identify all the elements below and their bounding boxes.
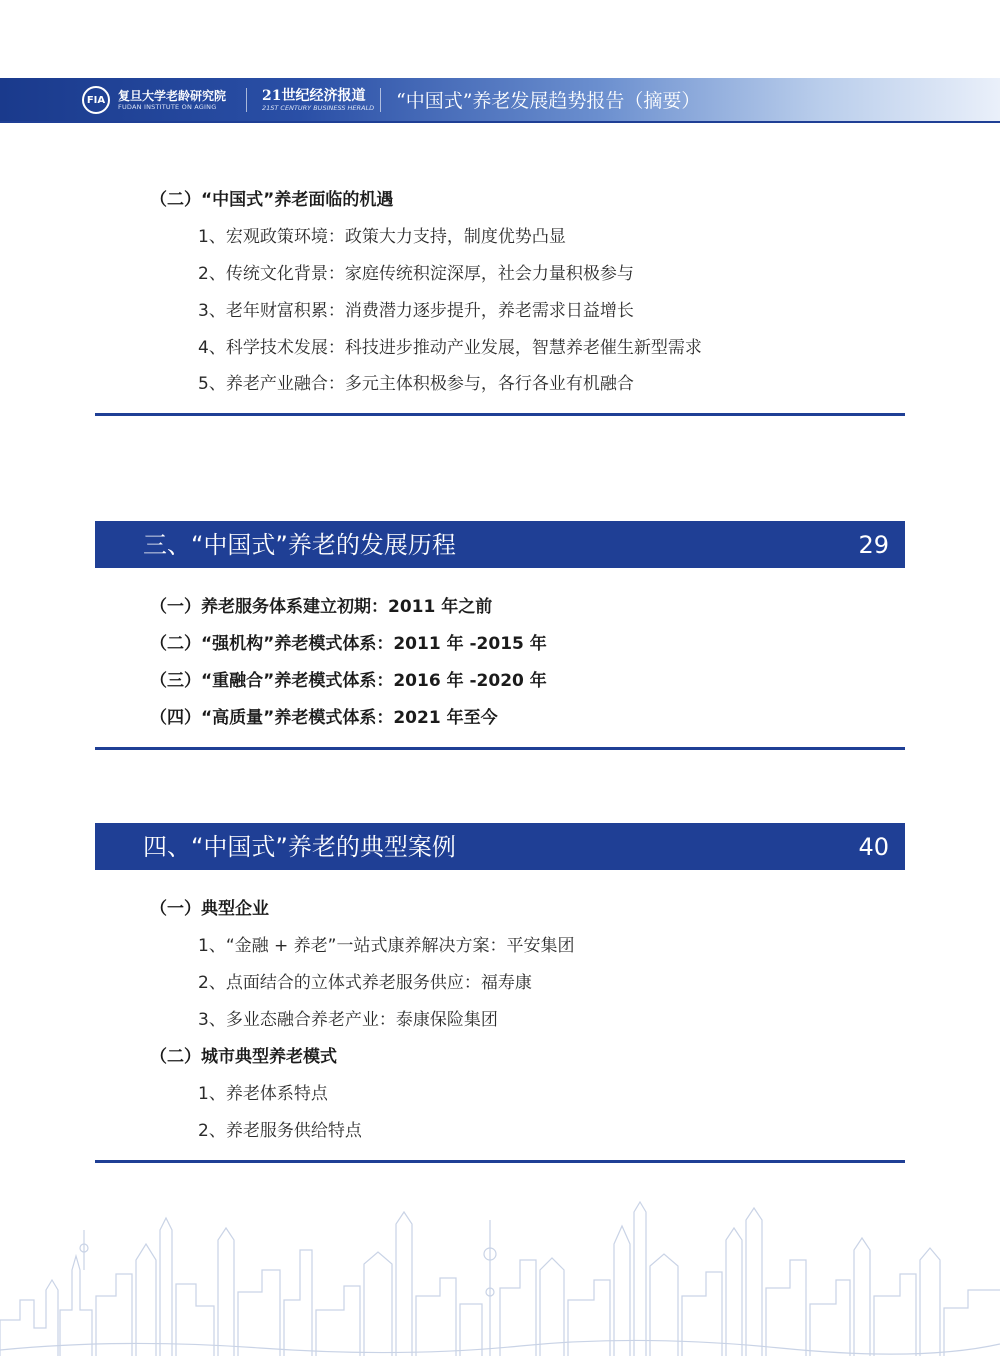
fudan-institute-name: 复旦大学老龄研究院 xyxy=(118,89,227,103)
toc-subentry[interactable]: 3、老年财富积累：消费潜力逐步提升，养老需求日益增长 xyxy=(198,301,634,321)
section-divider xyxy=(95,747,905,750)
toc-entry[interactable]: （二）“中国式”养老面临的机遇 xyxy=(150,190,394,210)
report-title: “中国式”养老发展趋势报告（摘要） xyxy=(396,90,701,112)
toc-entry[interactable]: （一）典型企业 xyxy=(150,899,269,919)
fudan-institute-name-en: FUDAN INSTITUTE ON AGING xyxy=(118,103,217,111)
toc-entry[interactable]: （二）“强机构”养老模式体系：2011 年 -2015 年 xyxy=(150,634,547,654)
chapter-title: 三、“中国式”养老的发展历程 xyxy=(143,531,456,559)
toc-subentry[interactable]: 2、点面结合的立体式养老服务供应：福寿康 xyxy=(198,973,532,993)
toc-entry[interactable]: （三）“重融合”养老模式体系：2016 年 -2020 年 xyxy=(150,671,547,691)
fudan-logo-icon: FIA xyxy=(82,86,110,114)
toc-subentry[interactable]: 1、宏观政策环境：政策大力支持，制度优势凸显 xyxy=(198,227,566,247)
chapter-page-number: 29 xyxy=(858,531,889,559)
toc-entry[interactable]: （二）城市典型养老模式 xyxy=(150,1047,337,1067)
toc-subentry[interactable]: 4、科学技术发展：科技进步推动产业发展，智慧养老催生新型需求 xyxy=(198,338,702,358)
herald-logo: 21世纪经济报道 xyxy=(262,88,366,104)
chapter-title: 四、“中国式”养老的典型案例 xyxy=(143,833,456,861)
toc-subentry[interactable]: 2、养老服务供给特点 xyxy=(198,1121,362,1141)
chapter-banner[interactable] xyxy=(95,823,905,870)
toc-entry[interactable]: （四）“高质量”养老模式体系：2021 年至今 xyxy=(150,708,498,728)
toc-subentry[interactable]: 3、多业态融合养老产业：泰康保险集团 xyxy=(198,1010,498,1030)
chapter-page-number: 40 xyxy=(858,833,889,861)
header-divider xyxy=(380,88,381,112)
section-divider xyxy=(95,1160,905,1163)
header-divider xyxy=(246,88,247,112)
toc-subentry[interactable]: 2、传统文化背景：家庭传统积淀深厚，社会力量积极参与 xyxy=(198,264,634,284)
section-divider xyxy=(95,413,905,416)
toc-subentry[interactable]: 5、养老产业融合：多元主体积极参与，各行各业有机融合 xyxy=(198,374,634,394)
toc-subentry[interactable]: 1、养老体系特点 xyxy=(198,1084,328,1104)
herald-logo-en: 21ST CENTURY BUSINESS HERALD xyxy=(262,104,375,112)
header-underline xyxy=(0,121,1000,123)
toc-entry[interactable]: （一）养老服务体系建立初期：2011 年之前 xyxy=(150,597,493,617)
city-skyline-illustration xyxy=(0,1200,1000,1356)
toc-subentry[interactable]: 1、“金融 + 养老”一站式康养解决方案：平安集团 xyxy=(198,936,575,956)
chapter-banner[interactable] xyxy=(95,521,905,568)
